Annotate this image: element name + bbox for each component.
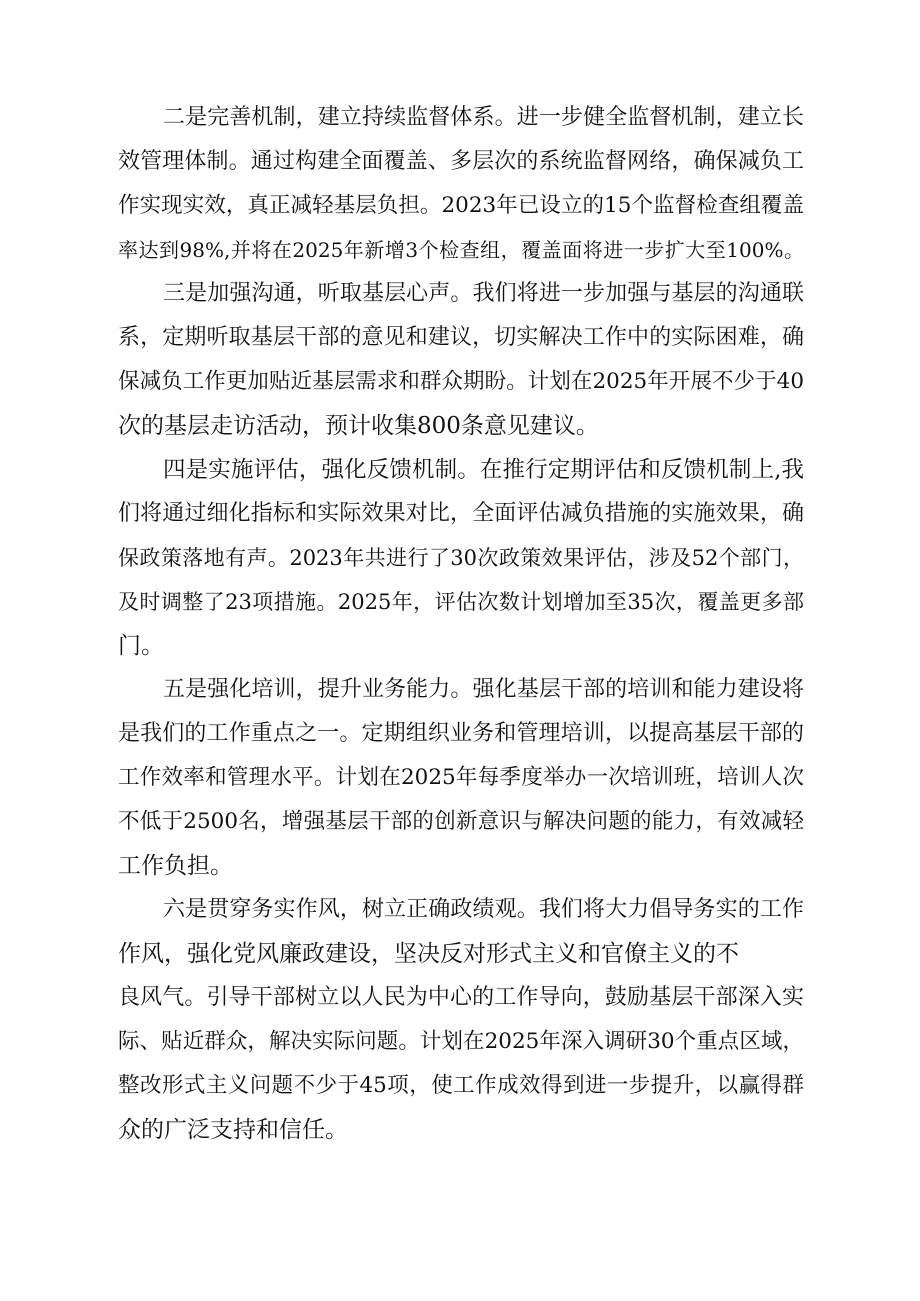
paragraph-line: 门。 xyxy=(118,633,164,659)
paragraph-line: 不低于2500名，增强基层干部的创新意识与解决问题的能力，有效减轻 xyxy=(118,809,804,834)
paragraph-line: 次的基层走访活动，预计收集800条意见建议。 xyxy=(118,413,599,439)
paragraph-line: 众的广泛支持和信任。 xyxy=(118,1117,348,1143)
paragraph-line: 二是完善机制，建立持续监督体系。进一步健全监督机制，建立长 xyxy=(163,105,804,130)
paragraph-line: 工作效率和管理水平。计划在2025年每季度举办一次培训班，培训人次 xyxy=(118,765,804,790)
paragraph-line: 际、贴近群众，解决实际问题。计划在2025年深入调研30个重点区域， xyxy=(118,1029,804,1054)
paragraph-line: 及时调整了23项措施。2025年，评估次数计划增加至35次，覆盖更多部 xyxy=(118,590,804,614)
paragraph-line: 四是实施评估，强化反馈机制。在推行定期评估和反馈机制上,我 xyxy=(163,457,804,483)
paragraph-line: 是我们的工作重点之一。定期组织业务和管理培训，以提高基层干部的 xyxy=(118,721,804,746)
paragraph-line: 保减负工作更加贴近基层需求和群众期盼。计划在2025年开展不少于40 xyxy=(118,369,804,394)
paragraph-line: 作风，强化党风廉政建设，坚决反对形式主义和官僚主义的不 xyxy=(118,941,739,967)
paragraph-line: 效管理体制。通过构建全面覆盖、多层次的系统监督网络，确保减负工 xyxy=(118,149,804,174)
paragraph-line: 良风气。引导干部树立以人民为中心的工作导向，鼓励基层干部深入实 xyxy=(118,985,804,1010)
paragraph-line: 们将通过细化指标和实际效果对比，全面评估减负措施的实施效果，确 xyxy=(118,501,804,526)
paragraph-line: 工作负担。 xyxy=(118,853,233,879)
paragraph-line: 五是强化培训，提升业务能力。强化基层干部的培训和能力建设将 xyxy=(163,677,804,702)
paragraph-line: 六是贯穿务实作风，树立正确政绩观。我们将大力倡导务实的工作 xyxy=(163,897,804,922)
paragraph-line: 系，定期听取基层干部的意见和建议，切实解决工作中的实际困难，确 xyxy=(118,325,804,350)
paragraph-line: 率达到98%,并将在2025年新增3个检查组，覆盖面将进一步扩大至100%。 xyxy=(118,238,804,262)
paragraph-line: 整改形式主义问题不少于45项，使工作成效得到进一步提升，以赢得群 xyxy=(118,1073,804,1098)
paragraph-line: 三是加强沟通，听取基层心声。我们将进一步加强与基层的沟通联 xyxy=(163,281,804,306)
paragraph-line: 保政策落地有声。2023年共进行了30次政策效果评估，涉及52个部门， xyxy=(118,546,804,570)
paragraph-line: 作实现实效，真正减轻基层负担。2023年已设立的15个监督检查组覆盖 xyxy=(118,193,804,218)
